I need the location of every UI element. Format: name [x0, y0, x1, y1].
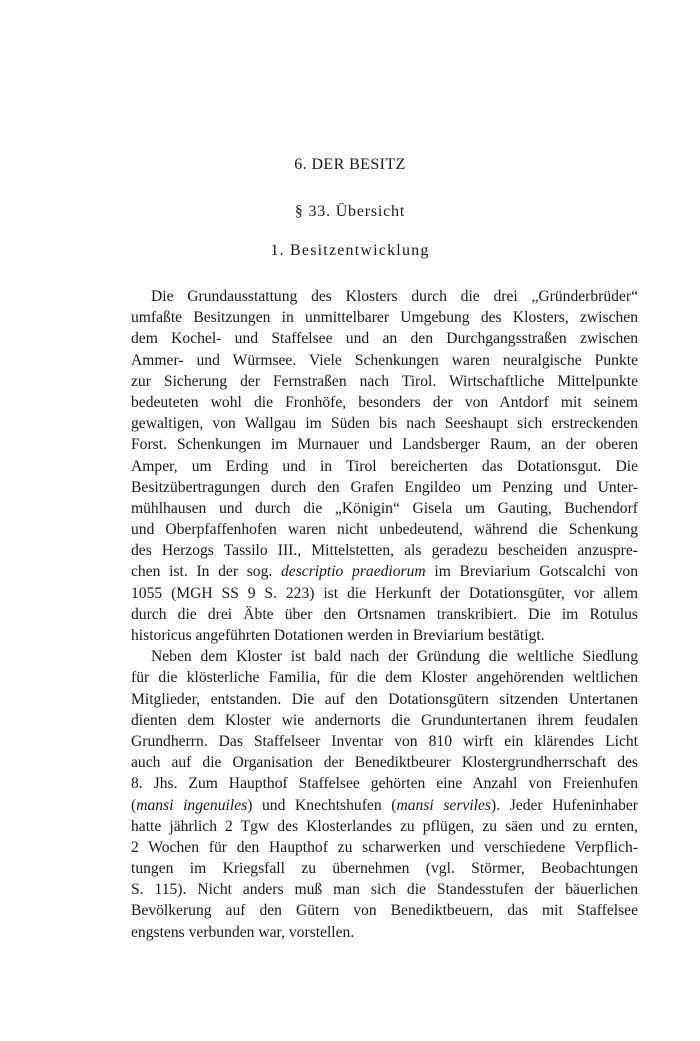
text-line — [131, 773, 638, 794]
text-line — [131, 858, 638, 879]
text-line — [131, 583, 638, 604]
body-text — [131, 286, 638, 943]
text-segment: 8. Jhs. Zum Haupthof Staffelsee gehörten eine Anzahl von Freienhufen — [131, 775, 638, 793]
text-line — [131, 667, 638, 688]
italic-term: mansi serviles — [396, 796, 491, 814]
text-segment: Die Grundausstattung des Klosters durch die drei „Gründerbrüder“ — [151, 288, 638, 305]
text-line — [131, 519, 638, 540]
text-segment: Neben dem Kloster ist bald nach der Gründung die weltliche Siedlung — [151, 648, 638, 666]
italic-term: descriptio praediorum — [280, 563, 426, 581]
text-segment: Forst. Schenkungen im Murnauer und Landsberger Raum, an der oberen — [131, 436, 638, 454]
text-line — [131, 392, 638, 413]
text-segment: 1055 (MGH SS 9 S. 223) ist die Herkunft der Dotationsgüter, vor allem — [131, 584, 638, 602]
text-segment: ). Jeder Hufeninhaber — [491, 796, 638, 814]
text-segment: durch die drei Äbte über den Ortsnamen transkribiert. Die im Rotulus — [131, 605, 638, 623]
text-line — [131, 816, 638, 837]
text-segment: Grundherrn. Das Staffelseer Inventar von 810 wirft ein klärendes Licht — [131, 732, 638, 750]
text-line — [131, 752, 638, 773]
text-line — [131, 900, 638, 921]
text-segment: historicus angeführten Dotationen werden in Breviarium bestätigt. — [131, 627, 545, 644]
text-line — [131, 540, 638, 561]
chapter-heading: 6. DER BESITZ — [294, 156, 406, 173]
subsection-heading: 1. Besitzentwicklung — [270, 242, 430, 259]
text-line — [131, 837, 638, 858]
text-line — [131, 604, 638, 625]
text-line — [131, 477, 638, 498]
text-segment: des Herzogs Tassilo III., Mittelstetten, als geradezu bescheiden anzuspre- — [131, 542, 638, 560]
text-line — [131, 922, 638, 943]
text-line — [131, 328, 638, 349]
section-heading: § 33. Übersicht — [294, 203, 406, 220]
text-segment: für die klösterliche Familia, für die dem Kloster angehörenden weltlichen — [131, 669, 638, 687]
text-line — [131, 561, 638, 582]
paragraph — [131, 286, 638, 646]
text-segment: auch auf die Organisation der Benediktbeurer Klostergrundherrschaft des — [131, 754, 638, 772]
text-line — [131, 371, 638, 392]
text-segment: chen ist. In der sog. — [131, 563, 281, 581]
text-segment: tungen im Kriegsfall zu übernehmen (vgl. Störmer, Beobachtungen — [131, 860, 638, 878]
text-line — [131, 731, 638, 752]
text-segment: und Oberpfaffenhofen waren nicht unbedeutend, während die Schenkung — [131, 521, 638, 539]
text-line — [131, 498, 638, 519]
text-line — [131, 710, 638, 731]
text-segment: mühlhausen und durch die „Königin“ Gisela um Gauting, Buchendorf — [131, 499, 638, 517]
text-segment: dienten dem Kloster wie andernorts die Grunduntertanen ihrem feudalen — [131, 711, 638, 729]
paragraph — [131, 646, 638, 943]
text-segment: Bevölkerung auf den Gütern von Benediktbeuern, das mit Staffelsee — [131, 902, 638, 920]
text-line — [131, 434, 638, 455]
text-segment: dem Kochel- und Staffelsee und an den Durchgangsstraßen zwischen — [131, 330, 638, 348]
text-line — [131, 879, 638, 900]
text-segment: gewaltigen, von Wallgau im Süden bis nach Seeshaupt sich erstreckenden — [131, 415, 638, 433]
text-line — [131, 646, 638, 667]
text-segment: ) und Knechtshufen ( — [247, 796, 397, 814]
text-segment: hatte jährlich 2 Tgw des Klosterlandes zu pflügen, zu säen und zu ernten, — [131, 817, 638, 835]
text-line — [131, 286, 638, 307]
text-segment: Ammer- und Würmsee. Viele Schenkungen waren neuralgische Punkte — [131, 351, 638, 369]
text-segment: Mitglieder, entstanden. Die auf den Dotationsgütern sitzenden Untertanen — [131, 690, 638, 708]
text-line — [131, 795, 638, 816]
text-line — [131, 307, 638, 328]
italic-term: mansi ingenuiles — [136, 796, 248, 814]
text-line — [131, 456, 638, 477]
text-segment: engstens verbunden war, vorstellen. — [131, 923, 355, 941]
text-segment: Amper, um Erding und in Tirol bereicherten das Dotationsgut. Die — [131, 457, 638, 475]
text-segment: im Breviarium Gotscalchi von — [425, 563, 638, 581]
text-segment: ( — [131, 796, 137, 814]
text-line — [131, 625, 638, 646]
text-segment: 2 Wochen für den Haupthof zu scharwerken und verschiedene Verpflich- — [131, 838, 638, 856]
text-segment: S. 115). Nicht anders muß man sich die Standesstufen der bäuerlichen — [131, 881, 638, 899]
text-segment: bedeuteten wohl die Fronhöfe, besonders der von Antdorf mit seinem — [131, 393, 638, 411]
text-line — [131, 350, 638, 371]
text-segment: Besitzübertragungen durch den Grafen Engildeo um Penzing und Unter- — [131, 478, 638, 496]
text-line — [131, 689, 638, 710]
text-line — [131, 413, 638, 434]
text-segment: umfaßte Besitzungen in unmittelbarer Umgebung des Klosters, zwischen — [131, 309, 638, 327]
text-segment: zur Sicherung der Fernstraßen nach Tirol. Wirtschaftliche Mittelpunkte — [131, 372, 638, 390]
